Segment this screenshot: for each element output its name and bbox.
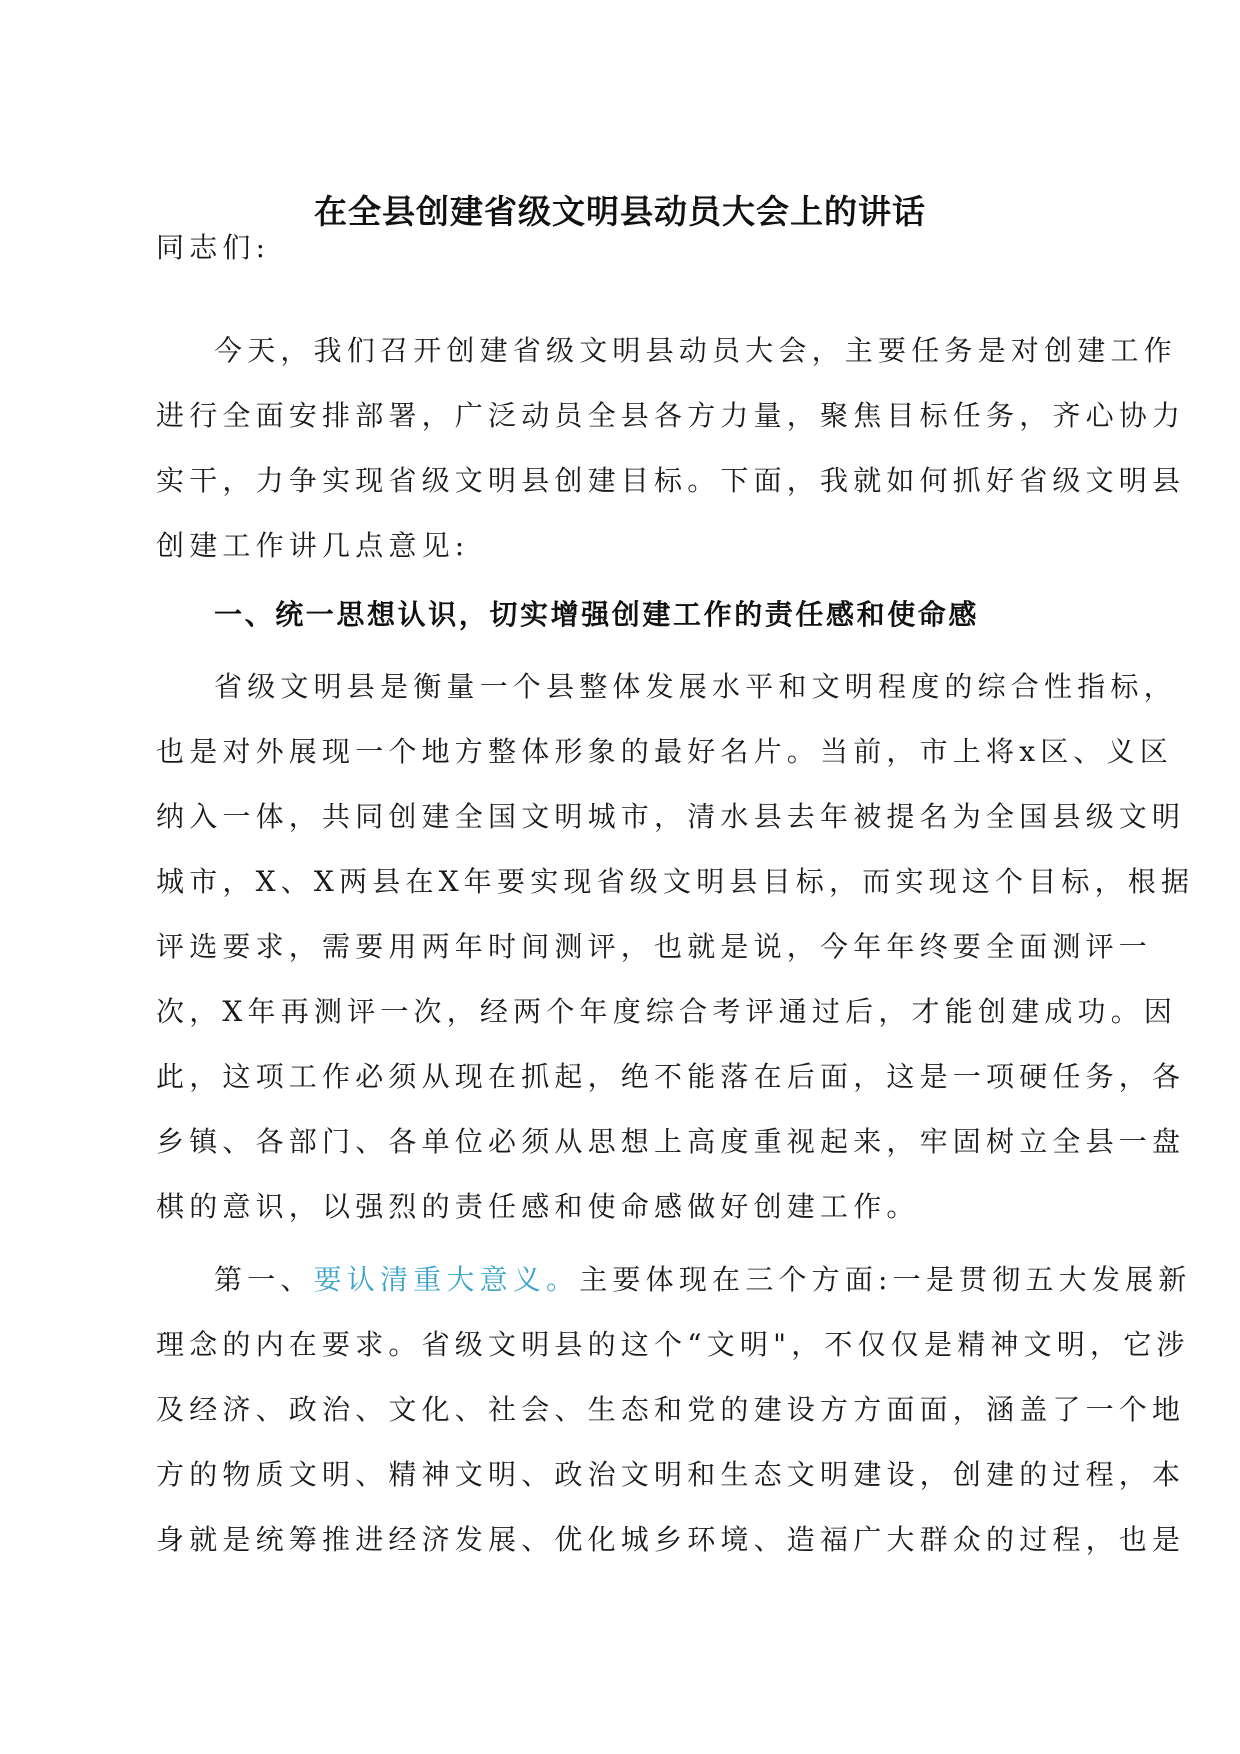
intro-line: 创建工作讲几点意见:	[156, 529, 470, 562]
section1-line: 棋的意识，以强烈的责任感和使命感做好创建工作。	[156, 1190, 920, 1223]
section1-line: 评选要求，需要用两年时间测评，也就是说，今年年终要全面测评一	[156, 930, 1153, 963]
point1-line: 方的物质文明、精神文明、政治文明和生态文明建设，创建的过程，本	[156, 1458, 1186, 1491]
point1-rest: 主要体现在三个方面:一是贯彻五大发展新	[579, 1263, 1192, 1296]
section1-line: 纳入一体，共同创建全国文明城市，清水县去年被提名为全国县级文明	[156, 800, 1186, 833]
document-title: 在全县创建省级文明县动员大会上的讲话	[314, 192, 926, 231]
section1-line: 次，X年再测评一次，经两个年度综合考评通过后，才能创建成功。因	[156, 995, 1178, 1028]
section1-line: 省级文明县是衡量一个县整体发展水平和文明程度的综合性指标，	[214, 670, 1177, 703]
point1-line: 及经济、政治、文化、社会、生态和党的建设方方面面，涵盖了一个地	[156, 1393, 1186, 1426]
point1-first-line	[214, 1260, 1191, 1300]
section1-line: 也是对外展现一个地方整体形象的最好名片。当前，市上将x区、义区	[156, 735, 1173, 768]
intro-line: 今天，我们召开创建省级文明县动员大会，主要任务是对创建工作	[214, 334, 1177, 367]
point1-prefix: 第一、	[214, 1263, 314, 1296]
point1-line: 身就是统筹推进经济发展、优化城乡环境、造福广大群众的过程，也是	[156, 1523, 1186, 1556]
salutation: 同志们:	[156, 231, 271, 264]
section-heading: 一、统一思想认识，切实增强创建工作的责任感和使命感	[214, 598, 980, 631]
section1-line: 城市，X、X两县在X年要实现省级文明县目标，而实现这个目标，根据	[156, 865, 1195, 898]
section1-line: 乡镇、各部门、各单位必须从思想上高度重视起来，牢固树立全县一盘	[156, 1125, 1186, 1158]
intro-line: 实干，力争实现省级文明县创建目标。下面，我就如何抓好省级文明县	[156, 464, 1186, 497]
intro-line: 进行全面安排部署，广泛动员全县各方力量，聚焦目标任务，齐心协力	[156, 399, 1186, 432]
point1-link[interactable]: 要认清重大意义。	[313, 1263, 580, 1296]
section1-line: 此，这项工作必须从现在抓起，绝不能落在后面，这是一项硬任务，各	[156, 1060, 1186, 1093]
point1-line: 理念的内在要求。省级文明县的这个“文明"，不仅仅是精神文明，它涉	[156, 1328, 1190, 1361]
